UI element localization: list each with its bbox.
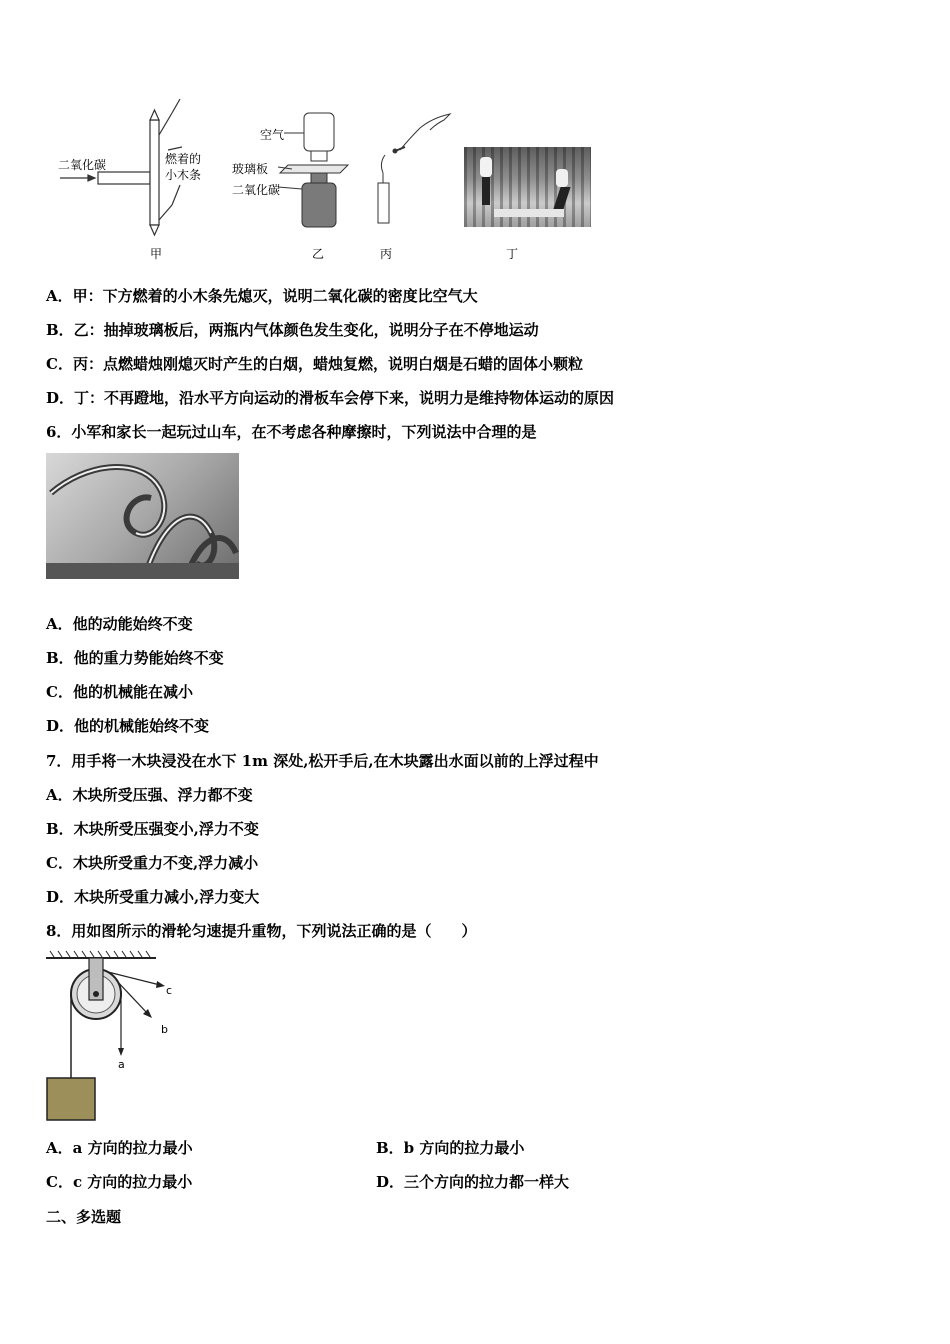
label-jia: 甲 [150,247,163,261]
pulley-drawing [44,950,194,1125]
pulley-figure [44,950,194,1125]
pulley-label-c: c [166,984,173,997]
q5-option-a: A．甲：下方燃着的小木条先熄灭，说明二氧化碳的密度比空气大 [46,287,478,305]
q6-stem: 6．小军和家长一起玩过山车，在不考虑各种摩擦时，下列说法中合理的是 [46,423,537,441]
section-2-title: 二、多选题 [46,1208,122,1226]
figure-bing [378,114,450,223]
skateboard-photo [464,147,591,227]
label-co2-bottle: 二氧化碳 [232,183,281,197]
q6-option-b: B．他的重力势能始终不变 [46,649,224,667]
label-air: 空气 [260,128,285,142]
pulley-label-b: b [161,1023,168,1036]
figure-q5 [40,95,600,265]
q6-option-c: C．他的机械能在减小 [46,683,193,701]
pulley-label-a: a [118,1058,125,1071]
label-burning-stick-1: 燃着的 [165,152,202,166]
q7-stem: 7．用手将一木块浸没在水下 1m 深处,松开手后,在木块露出水面以前的上浮过程中 [46,752,599,770]
q8-option-b: B．b 方向的拉力最小 [376,1139,525,1157]
q8-option-c: C．c 方向的拉力最小 [46,1173,193,1191]
q8-option-d: D．三个方向的拉力都一样大 [376,1173,570,1191]
label-co2-left: 二氧化碳 [58,158,107,172]
q5-option-b: B．乙：抽掉玻璃板后，两瓶内气体颜色发生变化，说明分子在不停地运动 [46,321,539,339]
q6-option-d: D．他的机械能始终不变 [46,717,210,735]
q6-option-a: A．他的动能始终不变 [46,615,193,633]
q8-stem: 8．用如图所示的滑轮匀速提升重物，下列说法正确的是（ ） [46,922,477,940]
figure-yi [278,113,348,227]
label-burning-stick-2: 小木条 [165,168,202,182]
q7-option-c: C．木块所受重力不变,浮力减小 [46,854,259,872]
label-yi: 乙 [312,247,325,261]
label-bing: 丙 [380,247,393,261]
q5-option-d: D．丁：不再蹬地，沿水平方向运动的滑板车会停下来，说明力是维持物体运动的原因 [46,389,615,407]
roller-coaster-photo [46,453,239,579]
q7-option-b: B．木块所受压强变小,浮力不变 [46,820,259,838]
label-glass-plate: 玻璃板 [232,162,269,176]
label-ding: 丁 [506,247,519,261]
q5-option-c: C．丙：点燃蜡烛刚熄灭时产生的白烟，蜡烛复燃，说明白烟是石蜡的固体小颗粒 [46,355,583,373]
q8-option-a: A．a 方向的拉力最小 [46,1139,193,1157]
q7-option-d: D．木块所受重力减小,浮力变大 [46,888,260,906]
q7-option-a: A．木块所受压强、浮力都不变 [46,786,253,804]
